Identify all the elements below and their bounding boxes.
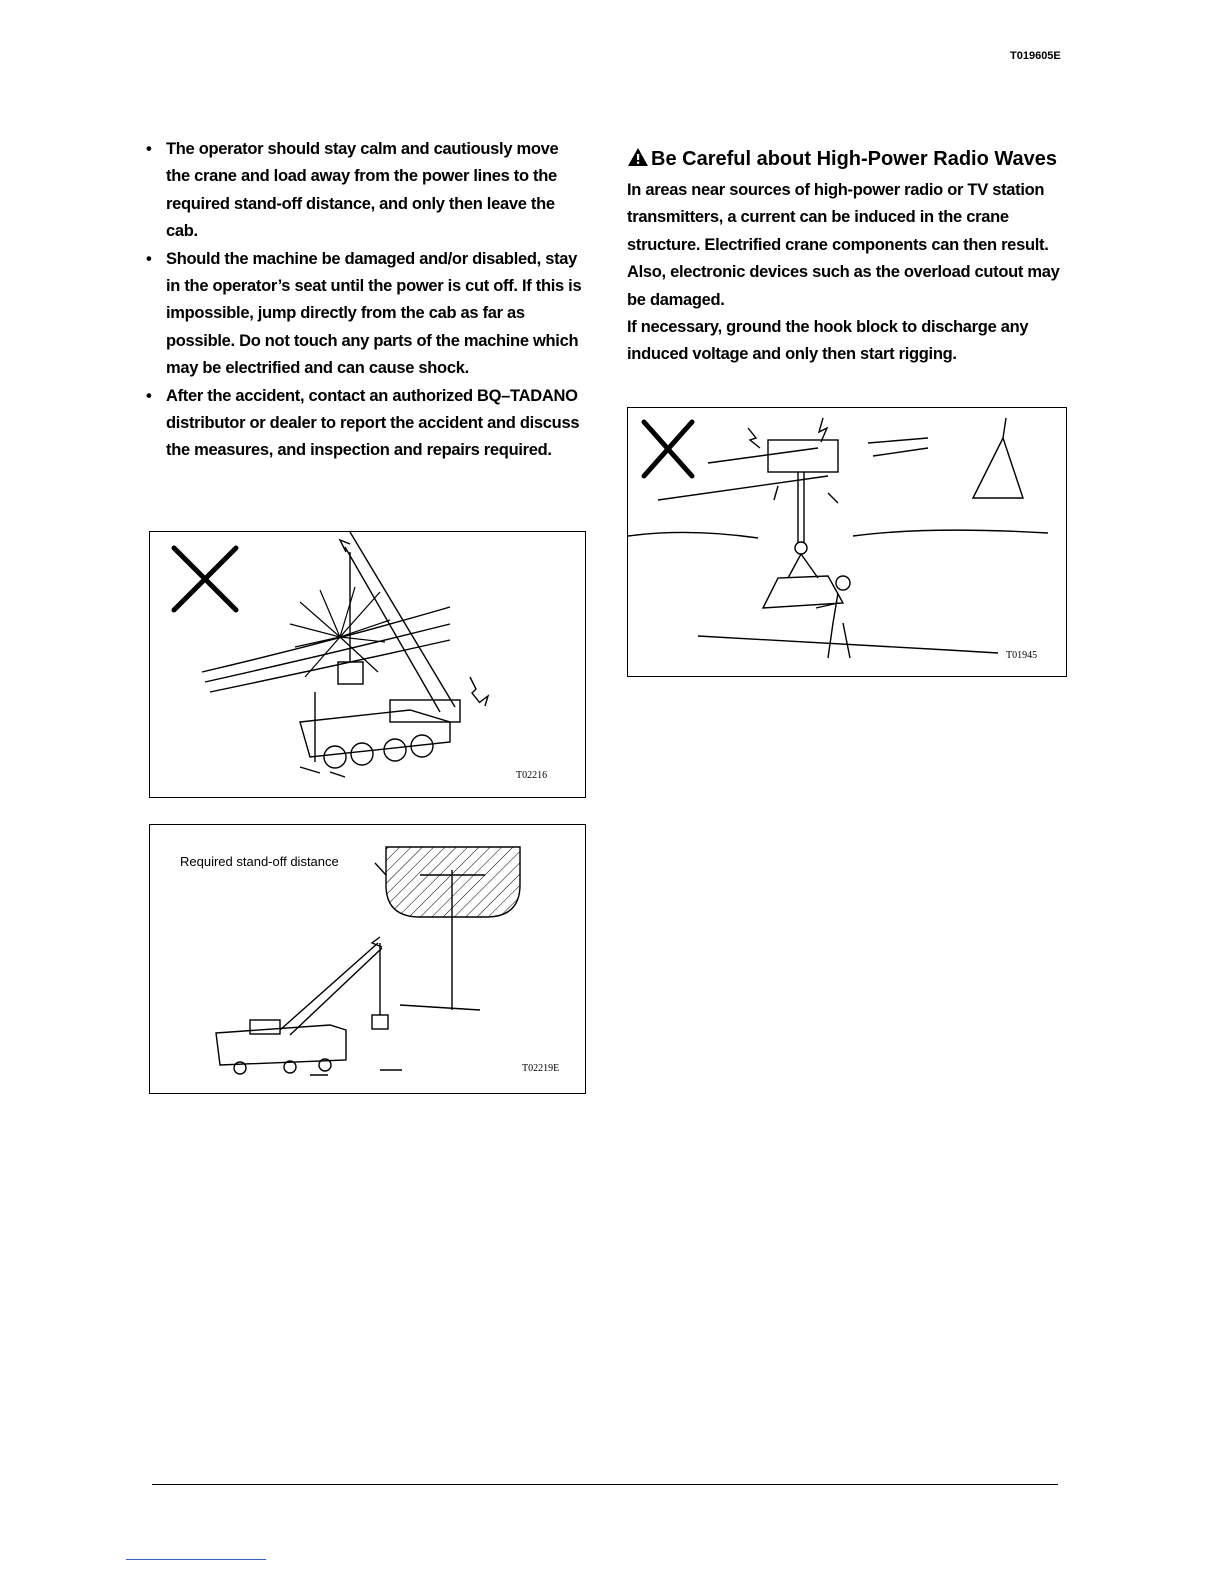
figure-radio-waves <box>627 407 1067 677</box>
right-column <box>627 144 1072 369</box>
left-column <box>145 136 585 465</box>
paragraph: If necessary, ground the hook block to discharge any induced voltage and only then start rigging. <box>627 318 1029 364</box>
stand-off-annotation: Required stand-off distance <box>180 854 339 869</box>
crane-power-line-illustration <box>150 532 585 797</box>
paragraph: In areas near sources of high-power radio or TV station transmitters, a current can be induced in the crane structure. Electrified crane components can then result. Also, electronic devices such as the overload cutout may be damaged. <box>627 181 1060 309</box>
x-mark-icon <box>644 422 692 476</box>
bullet-item: • The operator should stay calm and cautiously move the crane and load away from the power lines to the required stand-off distance, and only then leave the cab. <box>145 136 585 246</box>
figure-stand-off-distance <box>149 824 586 1094</box>
safety-bullet-list <box>145 136 585 465</box>
bullet-item: • Should the machine be damaged and/or disabled, stay in the operator’s seat until the power is cut off. If this is impossible, jump directly from the cab as far as possible. Do not touch any parts of the machine which may be electrified and can cause shock. <box>145 246 585 383</box>
section-heading-text: Be Careful about High-Power Radio Waves <box>651 148 1057 170</box>
warning-triangle-icon <box>627 146 649 177</box>
figure-label: T02216 <box>516 770 548 781</box>
radio-wave-crane-illustration <box>628 408 1066 676</box>
footer-rule <box>152 1484 1058 1485</box>
document-code: T019605E <box>1010 50 1061 62</box>
x-mark-icon <box>174 548 236 610</box>
section-heading <box>627 144 1072 177</box>
figure-label: T02219E <box>522 1063 560 1074</box>
figure-crane-power-line-contact <box>149 531 586 798</box>
bottom-link-underline <box>126 1559 266 1560</box>
bullet-item: • After the accident, contact an authorized BQ–TADANO distributor or dealer to report the accident and discuss the measures, and inspection and repairs required. <box>145 383 585 465</box>
figure-label: T01945 <box>1006 650 1038 661</box>
